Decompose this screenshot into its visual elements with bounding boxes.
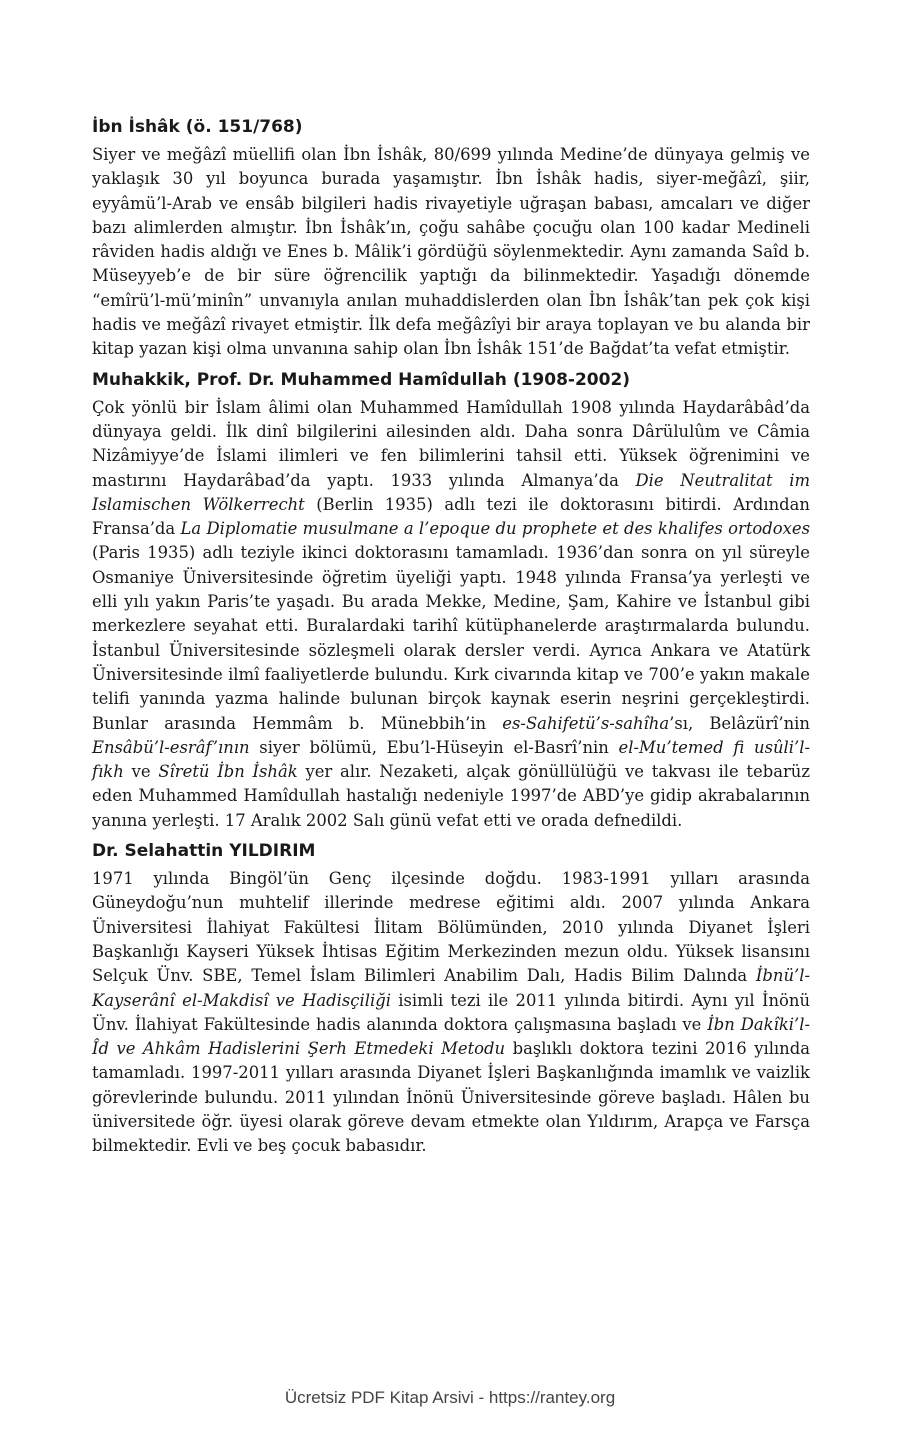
body-text: başlıklı doktora tezini 2016 yılında tamamladı. 1997-2011 yılları arasında Diyanet İşleri Başkanlığında imamlık ve vaizlik görevlerinde bulundu. 2011 yılından İnönü Üniversitesinde göreve başladı. Hâlen bu üniversitede öğr. üyesi olarak göreve devam etmekte olan Yıldırım, Arapça ve Farsça bilmektedir. Evli ve beş çocuk babasıdır. [92, 1039, 810, 1156]
body-text: siyer bölümü, Ebu’l-Hüseyin el-Basrî’nin [249, 737, 619, 757]
book-title: La Diplomatie musulmane a l’epoque du prophete et des khalifes ortodoxes [180, 519, 811, 539]
body-text: yer alır. Nezaketi, alçak gönüllülüğü ve takvası ile tebarüz eden Muhammed Hamîdullah hastalığı nedeniyle 1997’de ABD’ye gidip akrabalarının yanına yerleşti. 17 Aralık 2002 Salı günü vefat etti ve orada defnedildi. [92, 762, 811, 830]
section-heading: Dr. Selahattin YILDIRIM [92, 841, 316, 862]
book-title: Die Neutralitat im Islamischen Wölkerrecht [92, 470, 810, 514]
section-heading: Muhakkik, Prof. Dr. Muhammed Hamîdullah (1908-2002) [92, 369, 631, 390]
body-text: isimli tezi ile 2011 yılında bitirdi. Aynı yıl İnönü Ünv. İlahiyat Fakültesinde hadis alanında doktora çalışmasına başladı ve [92, 990, 811, 1034]
section-hamidullah [92, 368, 810, 833]
section-body: Siyer ve meğâzî müellifi olan İbn İshâk, 80/699 yılında Medine’de dünyaya gelmiş ve yaklaşık 30 yıl boyunca burada yaşamıştır. İbn İshâk hadis, siyer-meğâzî, şiir, eyyâmü’l-Arab ve ensâb bilgileri hadis rivayetiyle uğraşan babası, amcaları ve diğer bazı alimlerden almıştır. İbn İshâk’ın, çoğu sahâbe çocuğu olan 100 kadar Medineli râviden hadis aldığı ve Enes b. Mâlik’i gördüğü söylenmektedir. Aynı zamanda Saîd b. Müseyyeb’e de bir süre öğrencilik yaptığı da bilinmektedir. Yaşadığı dönemde “emîrü’l-mü’minîn” unvanıyla anılan muhaddislerden olan İbn İshâk’tan pek çok kişi hadis ve meğâzî rivayet etmiştir. İlk defa meğâzîyi bir araya toplayan ve bu alanda bir kitap yazan kişi olma unvanına sahip olan İbn İshâk 151’de Bağdat’ta vefat etmiştir. [92, 145, 810, 359]
book-title: el-Mu’temed fi usûli’l-fıkh [92, 737, 811, 782]
body-text: (Berlin 1935) adlı tezi ile doktorasını bitirdi. Ardından Fransa’da [92, 494, 810, 539]
book-title: Ensâbü’l-esrâf’ının [92, 737, 250, 757]
section-body [92, 396, 810, 833]
section-selahattin-yildirim [92, 839, 810, 1159]
book-title: Sîretü İbn İshâk [158, 762, 298, 782]
body-text: 1971 yılında Bingöl’ün Genç ilçesinde doğdu. 1983-1991 yılları arasında Güneydoğu’nun muhtelif illerinde medrese eğitimi aldı. 2007 yılında Ankara Üniversitesi İlahiyat Fakültesi İlitam Bölümünden, 2010 yılında Diyanet İşleri Başkanlığı Kayseri Yüksek İhtisas Eğitim Merkezinden mezun oldu. Yüksek lisansını Selçuk Ünv. SBE, Temel İslam Bilimleri Anabilim Dalı, Hadis Bilim Dalında [92, 869, 810, 986]
body-text: (Paris 1935) adlı teziyle ikinci doktorasını tamamladı. 1936’dan sonra on yıl süreyle Osmaniye Üniversitesinde öğretim üyeliği yaptı. 1948 yılında Fransa’ya yerleşti ve elli yılı yakın Paris’te yaşadı. Bu arada Mekke, Medine, Şam, Kahire ve İstanbul gibi merkezlere seyahat etti. Buralardaki tarihî kütüphanelerde araştırmalarda bulundu. İstanbul Üniversitesinde sözleşmeli olarak dersler verdi. Ayrıca Ankara ve Atatürk Üniversitesinde ilmî faaliyetlerde bulundu. Kırk civarında kitap ve 700’e yakın makale telifi yanında yazma halinde bulunan birçok kaynak eserin neşrini gerçekleştirdi. Bunlar arasında Hemmâm b. Münebbih’in [92, 543, 810, 733]
document-page [92, 115, 810, 1165]
body-text: Çok yönlü bir İslam âlimi olan Muhammed Hamîdullah 1908 yılında Haydarâbâd’da dünyaya geldi. İlk dinî bilgilerini ailesinden aldı. Daha sonra Dârülulûm ve Câmia Nizâmiyye’de İslami ilimleri ve fen bilimlerini tahsil etti. Yüksek öğrenimini ve mastırını Haydarâbad’da yaptı. 1933 yılında Almanya’da [92, 397, 810, 490]
book-title: es-Sahifetü’s-sahîha [502, 713, 670, 733]
body-text: ’sı, Belâzürî’nin [669, 713, 810, 733]
section-body [92, 867, 810, 1159]
thesis-title: İbn Dakîki’l-Îd ve Ahkâm Hadislerini Şerh Etmedeki Metodu [92, 1014, 810, 1059]
section-heading: İbn İshâk (ö. 151/768) [92, 117, 303, 137]
section-ibn-ishak [92, 115, 810, 362]
body-text: ve [123, 762, 159, 782]
footer-watermark: Ücretsiz PDF Kitap Arsivi - https://rantey.org [284, 1388, 616, 1407]
thesis-title: İbnü’l-Kayserânî el-Makdisî ve Hadisçiliği [92, 966, 810, 1010]
